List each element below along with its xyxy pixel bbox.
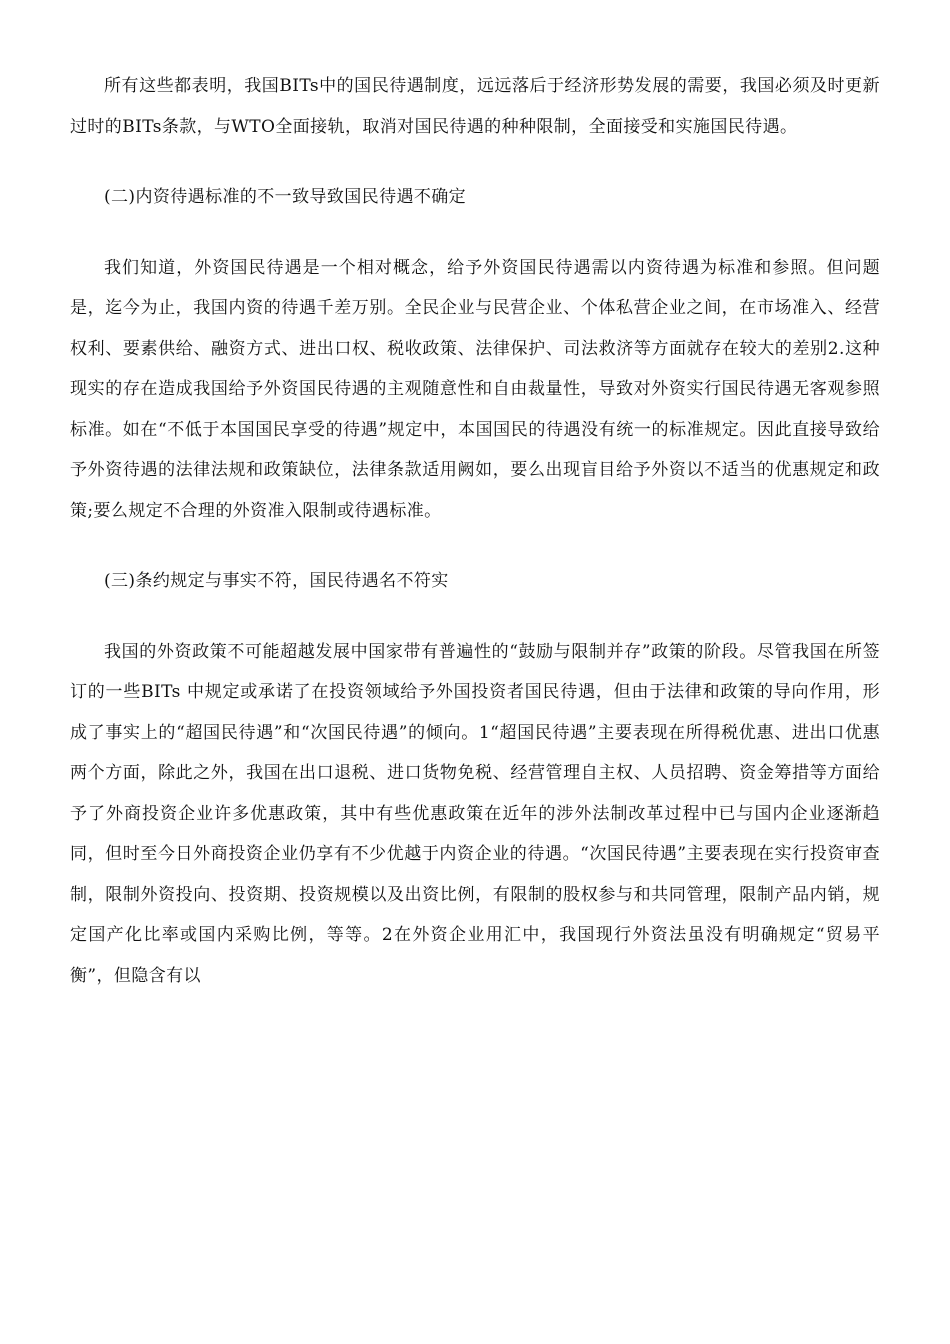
body-paragraph: 我国的外资政策不可能超越发展中国家带有普遍性的“鼓励与限制并存”政策的阶段。尽管我国在所签订的一些BITs 中规定或承诺了在投资领域给予外国投资者国民待遇，但由于法律和政策的导向作用，形成了事实上的“超国民待遇”和“次国民待遇”的倾向。1“超国民待遇”主要表现在所得税优惠、进出口优惠两个方面，除此之外，我国在出口退税、进口货物免税、经营管理自主权、人员招聘、资金筹措等方面给予了外商投资企业许多优惠政策，其中有些优惠政策在近年的涉外法制改革过程中已与国内企业逐渐趋同，但时至今日外商投资企业仍享有不少优越于内资企业的待遇。“次国民待遇”主要表现在实行投资审查制，限制外资投向、投资期、投资规模以及出资比例，有限制的股权参与和共同管理，限制产品内销，规定国产化比率或国内采购比例，等等。2在外资企业用汇中，我国现行外资法虽没有明确规定“贸易平衡”，但隐含有以: [70, 641, 880, 986]
paragraph-gap: [70, 147, 880, 177]
paragraph-gap: [70, 531, 880, 561]
document-page: [70, 66, 880, 996]
body-paragraph: 我们知道，外资国民待遇是一个相对概念，给予外资国民待遇需以内资待遇为标准和参照。但问题是，迄今为止，我国内资的待遇千差万别。全民企业与民营企业、个体私营企业之间，在市场准入、经营权利、要素供给、融资方式、进出口权、税收政策、法律保护、司法救济等方面就存在较大的差别2.这种现实的存在造成我国给予外资国民待遇的主观随意性和自由裁量性，导致对外资实行国民待遇无客观参照标准。如在“不低于本国国民享受的待遇”规定中，本国国民的待遇没有统一的标准规定。因此直接导致给予外资待遇的法律法规和政策缺位，法律条款适用阙如，要么出现盲目给予外资以不适当的优惠规定和政策;要么规定不合理的外资准入限制或待遇标准。: [70, 257, 880, 521]
paragraph-gap: [70, 218, 880, 248]
paragraph-gap: [70, 602, 880, 632]
body-paragraph: 所有这些都表明，我国BITs中的国民待遇制度，远远落后于经济形势发展的需要，我国必须及时更新过时的BITs条款，与WTO全面接轨，取消对国民待遇的种种限制，全面接受和实施国民待遇。: [70, 76, 880, 137]
section-heading: (三)条约规定与事实不符，国民待遇名不符实: [104, 571, 449, 591]
section-heading: (二)内资待遇标准的不一致导致国民待遇不确定: [104, 187, 467, 207]
